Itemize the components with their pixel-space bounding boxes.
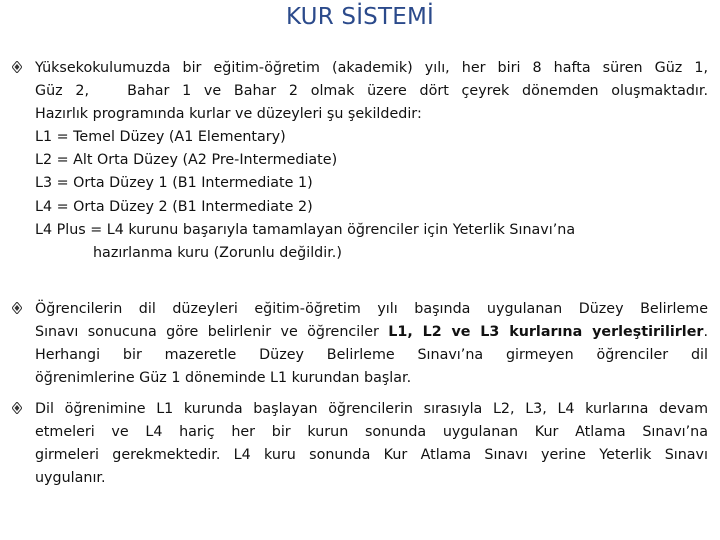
paragraph-text: Sınavı sonucuna göre belirlenir ve öğrenciler <box>35 324 389 341</box>
paragraph-line: uygulanır. <box>35 470 106 487</box>
diamond-bullet-icon <box>12 402 22 414</box>
diamond-bullet-icon <box>12 61 22 73</box>
level-item-continuation: hazırlanma kuru (Zorunlu değildir.) <box>93 244 342 261</box>
paragraph-line: girmeleri gerekmektedir. L4 kuru sonunda Kur Atlama Sınavı yerine Yeterlik Sınavı <box>35 447 708 464</box>
level-item-l2: L2 = Alt Orta Düzey (A2 Pre-Intermediate) <box>35 152 338 169</box>
paragraph-line: Herhangi bir mazeretle Düzey Belirleme Sınavı’na girmeyen öğrenciler dil <box>35 347 708 364</box>
page-title: KUR SİSTEMİ <box>286 4 434 30</box>
level-item-l4-plus: L4 Plus = L4 kurunu başarıyla tamamlayan öğrenciler için Yeterlik Sınavı’na <box>35 221 576 238</box>
paragraph-line: Öğrencilerin dil düzeyleri eğitim-öğretim yılı başında uygulanan Düzey Belirleme <box>35 301 708 317</box>
paragraph-line: Dil öğrenimine L1 kurunda başlayan öğrencilerin sırasıyla L2, L3, L4 kurlarına devam <box>35 401 708 417</box>
paragraph-line: etmeleri ve L4 hariç her bir kurun sonunda uygulanan Kur Atlama Sınavı’na <box>35 424 708 441</box>
paragraph-line: Güz 2, Bahar 1 ve Bahar 2 olmak üzere dört çeyrek dönemden oluşmaktadır. <box>35 83 708 100</box>
bullet-item-1 <box>35 57 708 265</box>
level-item-l3: L3 = Orta Düzey 1 (B1 Intermediate 1) <box>35 175 313 192</box>
paragraph-text: . <box>703 324 708 341</box>
level-item-l1: L1 = Temel Düzey (A1 Elementary) <box>35 129 286 146</box>
paragraph-line: öğrenimlerine Güz 1 döneminde L1 kurundan başlar. <box>35 370 412 387</box>
paragraph-line: Hazırlık programında kurlar ve düzeyleri şu şekildedir: <box>35 106 422 123</box>
level-item-l4: L4 = Orta Düzey 2 (B1 Intermediate 2) <box>35 198 313 215</box>
bold-placement-text: L1, L2 ve L3 kurlarına yerleştirilirler <box>388 324 704 341</box>
bullet-item-2 <box>35 298 708 390</box>
bullet-item-3 <box>35 398 708 490</box>
paragraph-line <box>35 321 708 344</box>
diamond-bullet-icon <box>12 302 22 314</box>
paragraph-line: Yüksekokulumuzda bir eğitim-öğretim (akademik) yılı, her biri 8 hafta süren Güz 1, <box>35 60 708 76</box>
